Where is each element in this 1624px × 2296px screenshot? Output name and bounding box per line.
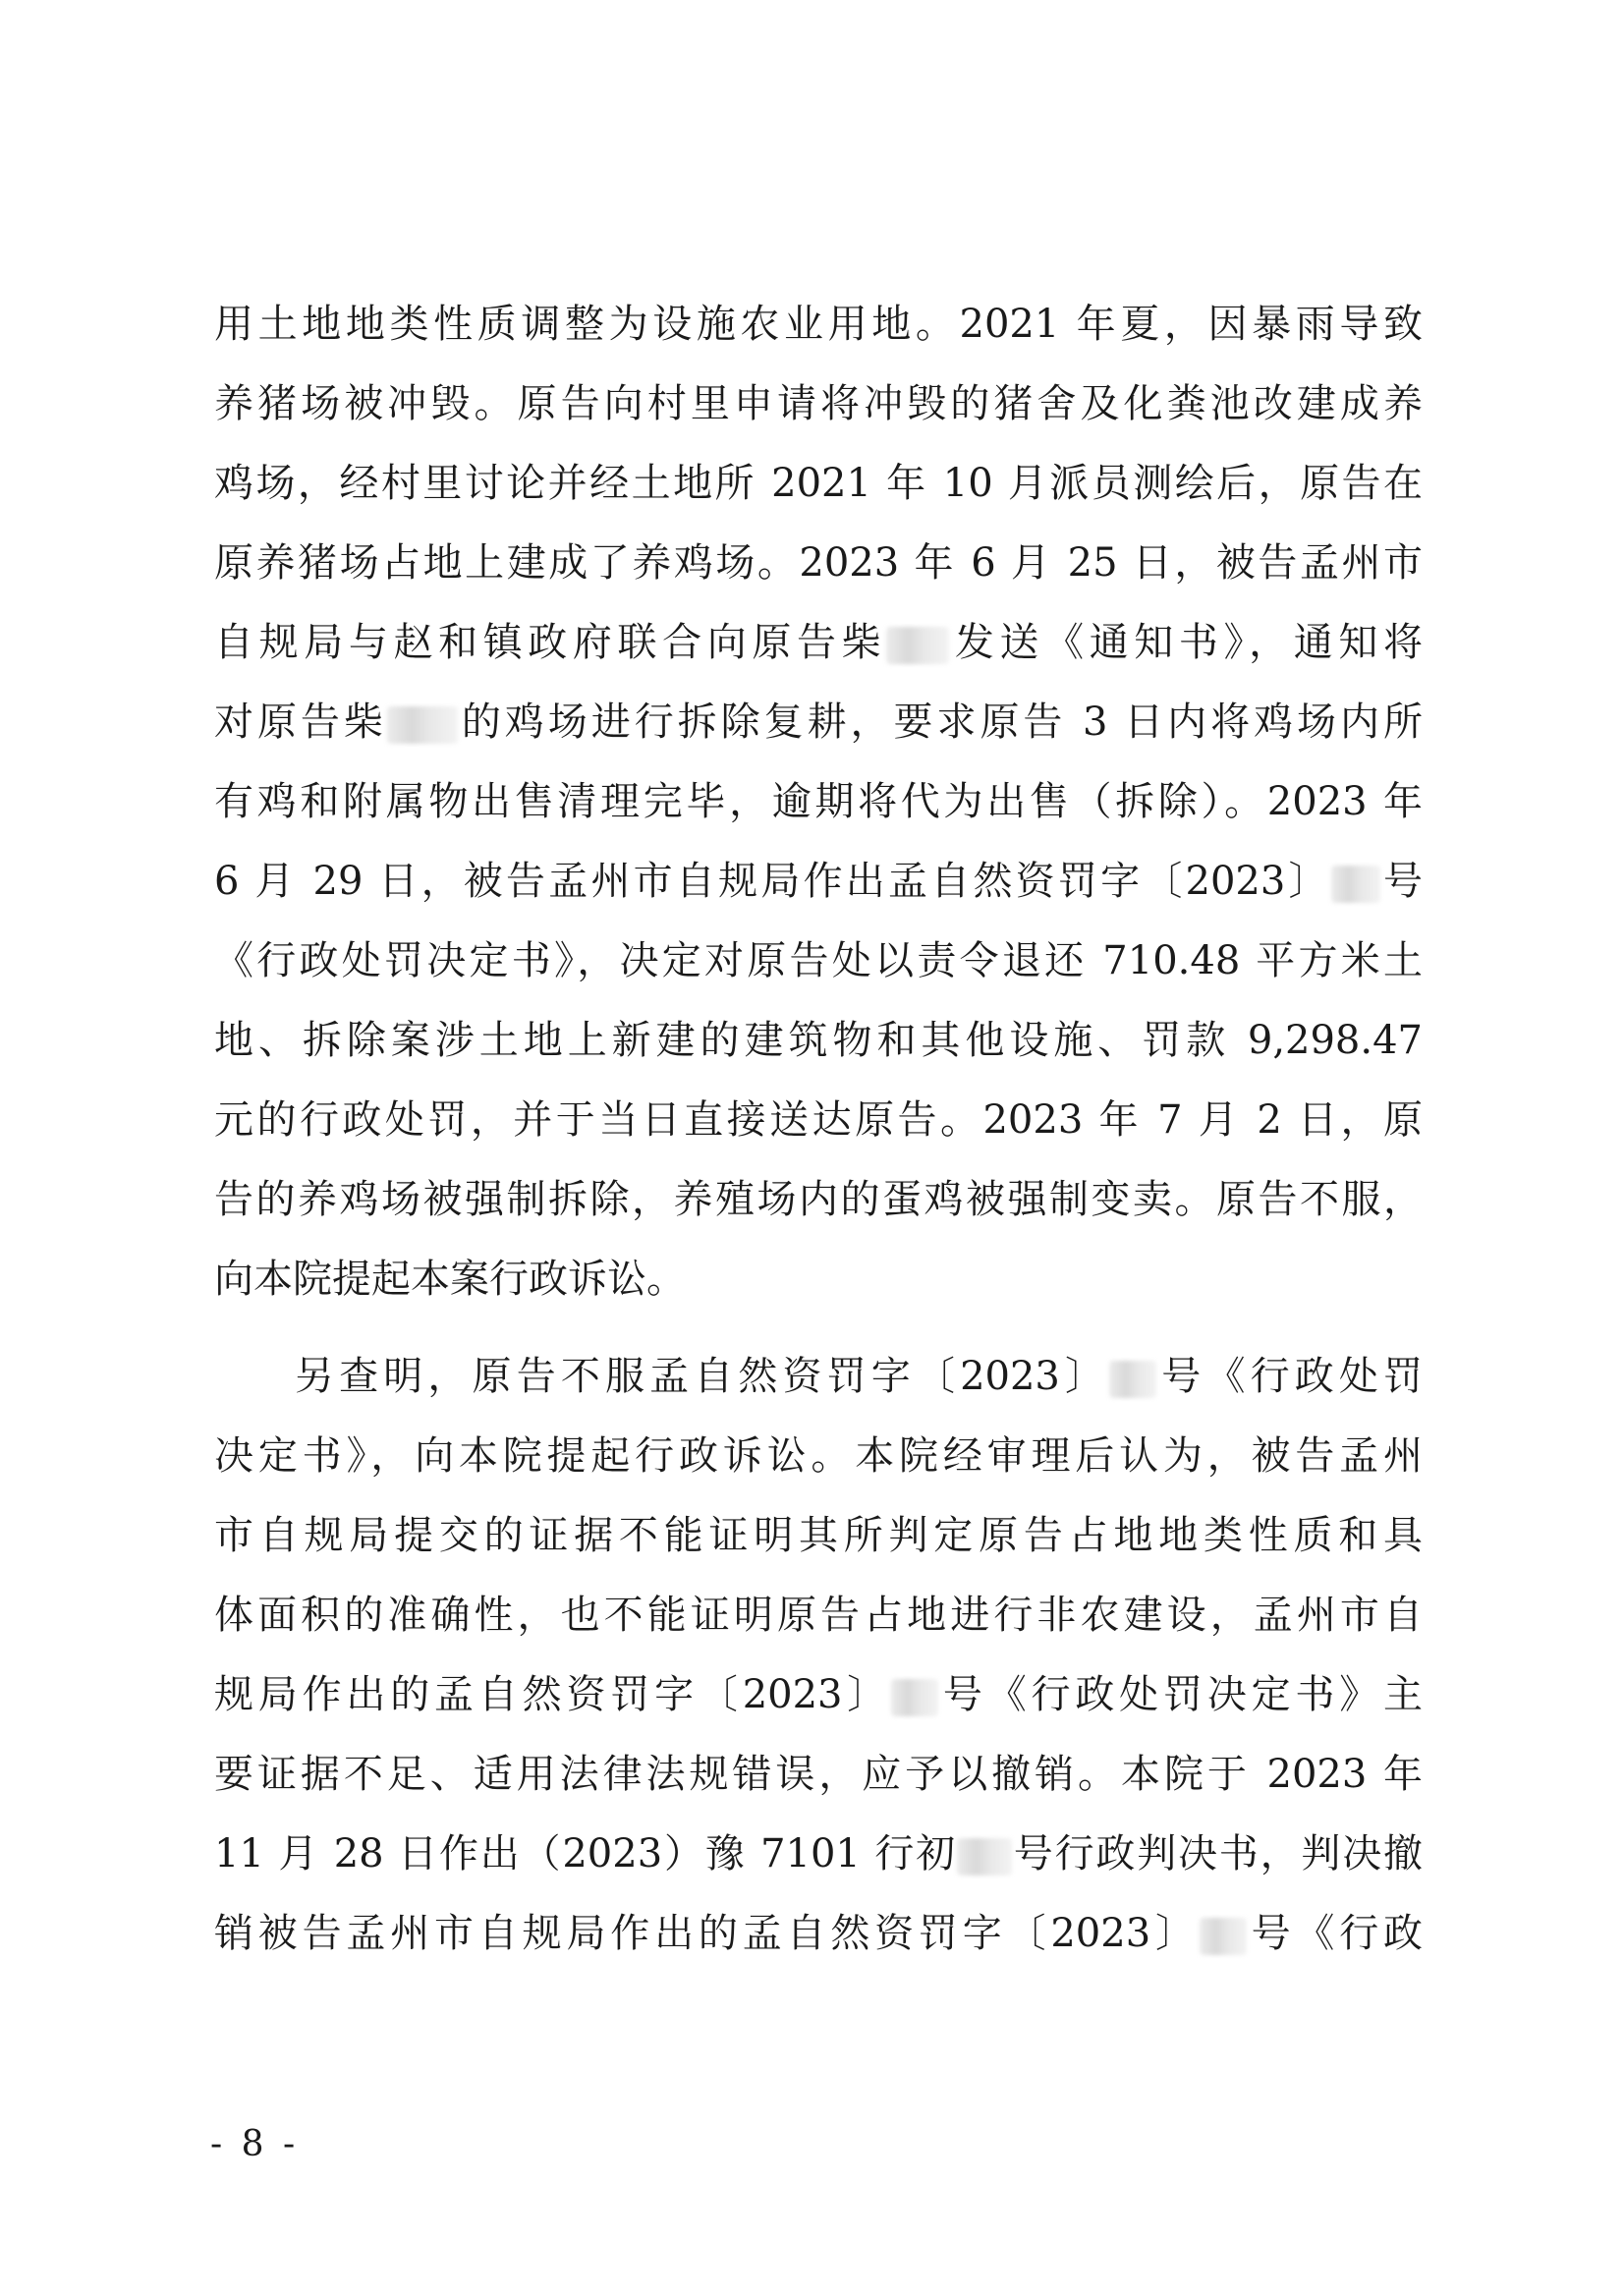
text-segment: 自规局与赵和镇政府联合向原告柴: [214, 620, 887, 665]
text-line: 原养猪场占地上建成了养鸡场。2023 年 6 月 25 日，被告孟州市: [214, 540, 1423, 586]
text-line: 地、拆除案涉土地上新建的建筑物和其他设施、罚款 9,298.47: [214, 1018, 1423, 1063]
paragraph-further-findings: [214, 1337, 1423, 1974]
text-line: [214, 842, 1423, 922]
text-segment: 号《行政处罚: [1156, 1354, 1423, 1399]
text-segment: 11 月 28 日作出（2023）豫 7101 行初: [214, 1831, 957, 1876]
text-line: 用土地地类性质调整为设施农业用地。2021 年夏，因暴雨导致: [214, 302, 1423, 347]
redacted-number: [957, 1838, 1012, 1876]
judgment-body-text: [214, 285, 1423, 1974]
text-line: 《行政处罚决定书》，决定对原告处以责令退还 710.48 平方米土: [214, 938, 1423, 983]
paragraph-facts: [214, 285, 1423, 1319]
text-line: [214, 1655, 1423, 1735]
text-segment: 的鸡场进行拆除复耕，要求原告 3 日内将鸡场内所: [457, 700, 1423, 745]
text-line: 向本院提起本案行政诉讼。: [214, 1257, 686, 1302]
text-line: 元的行政处罚，并于当日直接送达原告。2023 年 7 月 2 日，原: [214, 1097, 1423, 1143]
text-line: [214, 603, 1423, 683]
text-line: 养猪场被冲毁。原告向村里申请将冲毁的猪舍及化粪池改建成养: [214, 381, 1423, 426]
text-segment: 号: [1379, 859, 1423, 904]
text-line: 市自规局提交的证据不能证明其所判定原告占地地类性质和具: [214, 1513, 1423, 1558]
text-line: 决定书》，向本院提起行政诉讼。本院经审理后认为，被告孟州: [214, 1433, 1423, 1479]
redacted-name: [886, 627, 949, 664]
redacted-name: [387, 706, 458, 744]
page-number: - 8 -: [210, 2124, 300, 2164]
text-segment: 发送《通知书》，通知将: [949, 620, 1423, 665]
text-segment: 6 月 29 日，被告孟州市自规局作出孟自然资罚字〔2023〕: [214, 859, 1331, 904]
text-segment: 销被告孟州市自规局作出的孟自然资罚字〔2023〕: [214, 1911, 1200, 1956]
text-line: [214, 683, 1423, 762]
text-line: [214, 1337, 1423, 1417]
text-segment: 号《行政处罚决定书》主: [938, 1672, 1423, 1717]
text-line: [214, 1894, 1423, 1974]
text-line: 鸡场，经村里讨论并经土地所 2021 年 10 月派员测绘后，原告在: [214, 461, 1423, 506]
text-line: 体面积的准确性，也不能证明原告占地进行非农建设，孟州市自: [214, 1593, 1423, 1638]
text-line: [214, 1815, 1423, 1894]
text-segment: 另查明，原告不服孟自然资罚字〔2023〕: [295, 1354, 1110, 1399]
text-segment: 号行政判决书，判决撤: [1011, 1831, 1423, 1876]
text-line: 要证据不足、适用法律法规错误，应予以撤销。本院于 2023 年: [214, 1752, 1423, 1797]
redacted-number: [1200, 1918, 1247, 1955]
text-segment: 规局作出的孟自然资罚字〔2023〕: [214, 1672, 892, 1717]
redacted-number: [1331, 866, 1380, 903]
text-line: 告的养鸡场被强制拆除，养殖场内的蛋鸡被强制变卖。原告不服，: [214, 1177, 1423, 1222]
redacted-number: [1109, 1361, 1156, 1398]
text-segment: 对原告柴: [214, 700, 387, 745]
text-segment: 号《行政: [1246, 1911, 1423, 1956]
text-line: 有鸡和附属物出售清理完毕，逾期将代为出售（拆除）。2023 年: [214, 779, 1423, 824]
redacted-number: [891, 1679, 938, 1716]
